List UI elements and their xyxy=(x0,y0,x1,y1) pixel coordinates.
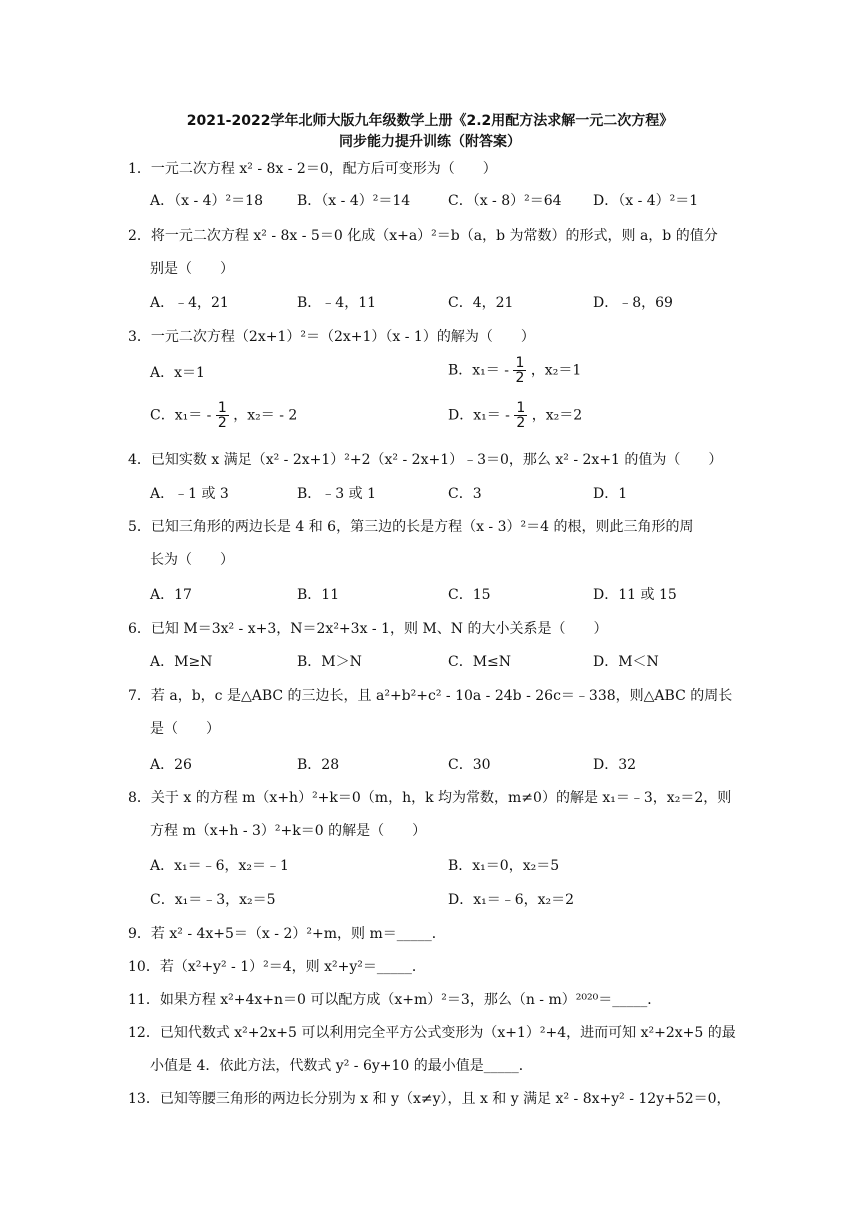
option-4a: A．﹣1 或 3 xyxy=(150,486,229,502)
question-7-cont: 是（ ） xyxy=(150,721,220,737)
option-2c: C．4，21 xyxy=(448,295,514,311)
question-3: 3．一元二次方程（2x+1）²＝（2x+1）（x - 1）的解为（ ） xyxy=(128,329,535,345)
option-4c: C．3 xyxy=(448,486,482,502)
question-7: 7．若 a，b，c 是△ABC 的三边长，且 a²+b²+c² - 10a - 24b - 26c＝﹣338，则△ABC 的周长 xyxy=(128,688,733,704)
option-3a: A．x＝1 xyxy=(150,365,205,381)
option-4b: B．﹣3 或 1 xyxy=(297,486,377,502)
option-1d: D．（x - 4）²＝1 xyxy=(593,193,699,209)
document-title-line1: 2021-2022学年北师大版九年级数学上册《2.2用配方法求解一元二次方程》 xyxy=(186,113,674,129)
option-3b: B．x₁＝ - $\frac{1}{2}$ ，x₂＝1 xyxy=(448,355,582,386)
option-7d: D．32 xyxy=(593,757,637,773)
question-12: 12．已知代数式 x²+2x+5 可以利用完全平方公式变形为（x+1）²+4，进而可知 x²+2x+5 的最 xyxy=(128,1025,736,1041)
option-1a: A．（x - 4）²＝18 xyxy=(150,193,263,209)
question-11: 11．如果方程 x²+4x+n＝0 可以配方成（x+m）²＝3，那么（n - m）²⁰²⁰＝_____． xyxy=(128,992,662,1008)
option-1b: B．（x - 4）²＝14 xyxy=(297,193,411,209)
option-3c: C．x₁＝ - $\frac{1}{2}$ ，x₂＝ - 2 xyxy=(150,400,298,431)
question-4: 4．已知实数 x 满足（x² - 2x+1）²+2（x² - 2x+1）﹣3＝0，那么 x² - 2x+1 的值为（ ） xyxy=(128,452,723,468)
option-8b: B．x₁＝0，x₂＝5 xyxy=(448,858,560,874)
option-2a: A．﹣4，21 xyxy=(150,295,229,311)
option-5b: B．11 xyxy=(297,587,340,603)
question-8-cont: 方程 m（x+h - 3）²+k＝0 的解是（ ） xyxy=(150,823,427,839)
option-5d: D．11 或 15 xyxy=(593,587,677,603)
option-8c: C．x₁＝﹣3，x₂＝5 xyxy=(150,892,276,908)
question-9: 9．若 x² - 4x+5＝（x - 2）²+m，则 m＝_____． xyxy=(128,926,446,942)
option-2d: D．﹣8，69 xyxy=(593,295,673,311)
option-7c: C．30 xyxy=(448,757,491,773)
document-title-line2: 同步能力提升训练（附答案） xyxy=(339,134,521,150)
question-6: 6．已知 M＝3x² - x+3，N＝2x²+3x - 1，则 M、N 的大小关系是（ ） xyxy=(128,621,608,637)
question-12-cont: 小值是 4．依此方法，代数式 y² - 6y+10 的最小值是_____． xyxy=(150,1058,533,1074)
option-5c: C．15 xyxy=(448,587,491,603)
question-2-cont: 别是（ ） xyxy=(150,261,234,277)
option-6a: A．M≥N xyxy=(150,654,213,670)
option-2b: B．﹣4，11 xyxy=(297,295,377,311)
option-6c: C．M≤N xyxy=(448,654,512,670)
option-7b: B．28 xyxy=(297,757,340,773)
option-8d: D．x₁＝﹣6，x₂＝2 xyxy=(448,892,575,908)
question-10: 10．若（x²+y² - 1）²＝4，则 x²+y²＝_____． xyxy=(128,959,426,975)
option-6b: B．M＞N xyxy=(297,654,362,670)
option-7a: A．26 xyxy=(150,757,192,773)
option-5a: A．17 xyxy=(150,587,192,603)
fraction-one-half: $\frac{1}{2}$ xyxy=(217,400,227,431)
question-2: 2．将一元二次方程 x² - 8x - 5＝0 化成（x+a）²＝b（a，b 为常数）的形式，则 a，b 的值分 xyxy=(128,228,718,244)
option-3d: D．x₁＝ - $\frac{1}{2}$ ，x₂＝2 xyxy=(448,400,583,431)
option-8a: A．x₁＝﹣6，x₂＝﹣1 xyxy=(150,858,289,874)
option-1c: C．（x - 8）²＝64 xyxy=(448,193,562,209)
question-1: 1．一元二次方程 x² - 8x - 2＝0，配方后可变形为（ ） xyxy=(128,161,497,177)
option-4d: D．1 xyxy=(593,486,628,502)
option-6d: D．M＜N xyxy=(593,654,659,670)
question-5: 5．已知三角形的两边长是 4 和 6，第三边的长是方程（x - 3）²＝4 的根，则此三角形的周 xyxy=(128,519,694,535)
question-13: 13．已知等腰三角形的两边长分别为 x 和 y（x≠y），且 x 和 y 满足 x² - 8x+y² - 12y+52＝0， xyxy=(128,1091,731,1107)
question-8: 8．关于 x 的方程 m（x+h）²+k＝0（m，h，k 均为常数，m≠0）的解是 x₁＝﹣3，x₂＝2，则 xyxy=(128,790,732,806)
question-5-cont: 长为（ ） xyxy=(150,552,234,568)
fraction-one-half: $\frac{1}{2}$ xyxy=(516,400,526,431)
fraction-one-half: $\frac{1}{2}$ xyxy=(515,355,525,386)
